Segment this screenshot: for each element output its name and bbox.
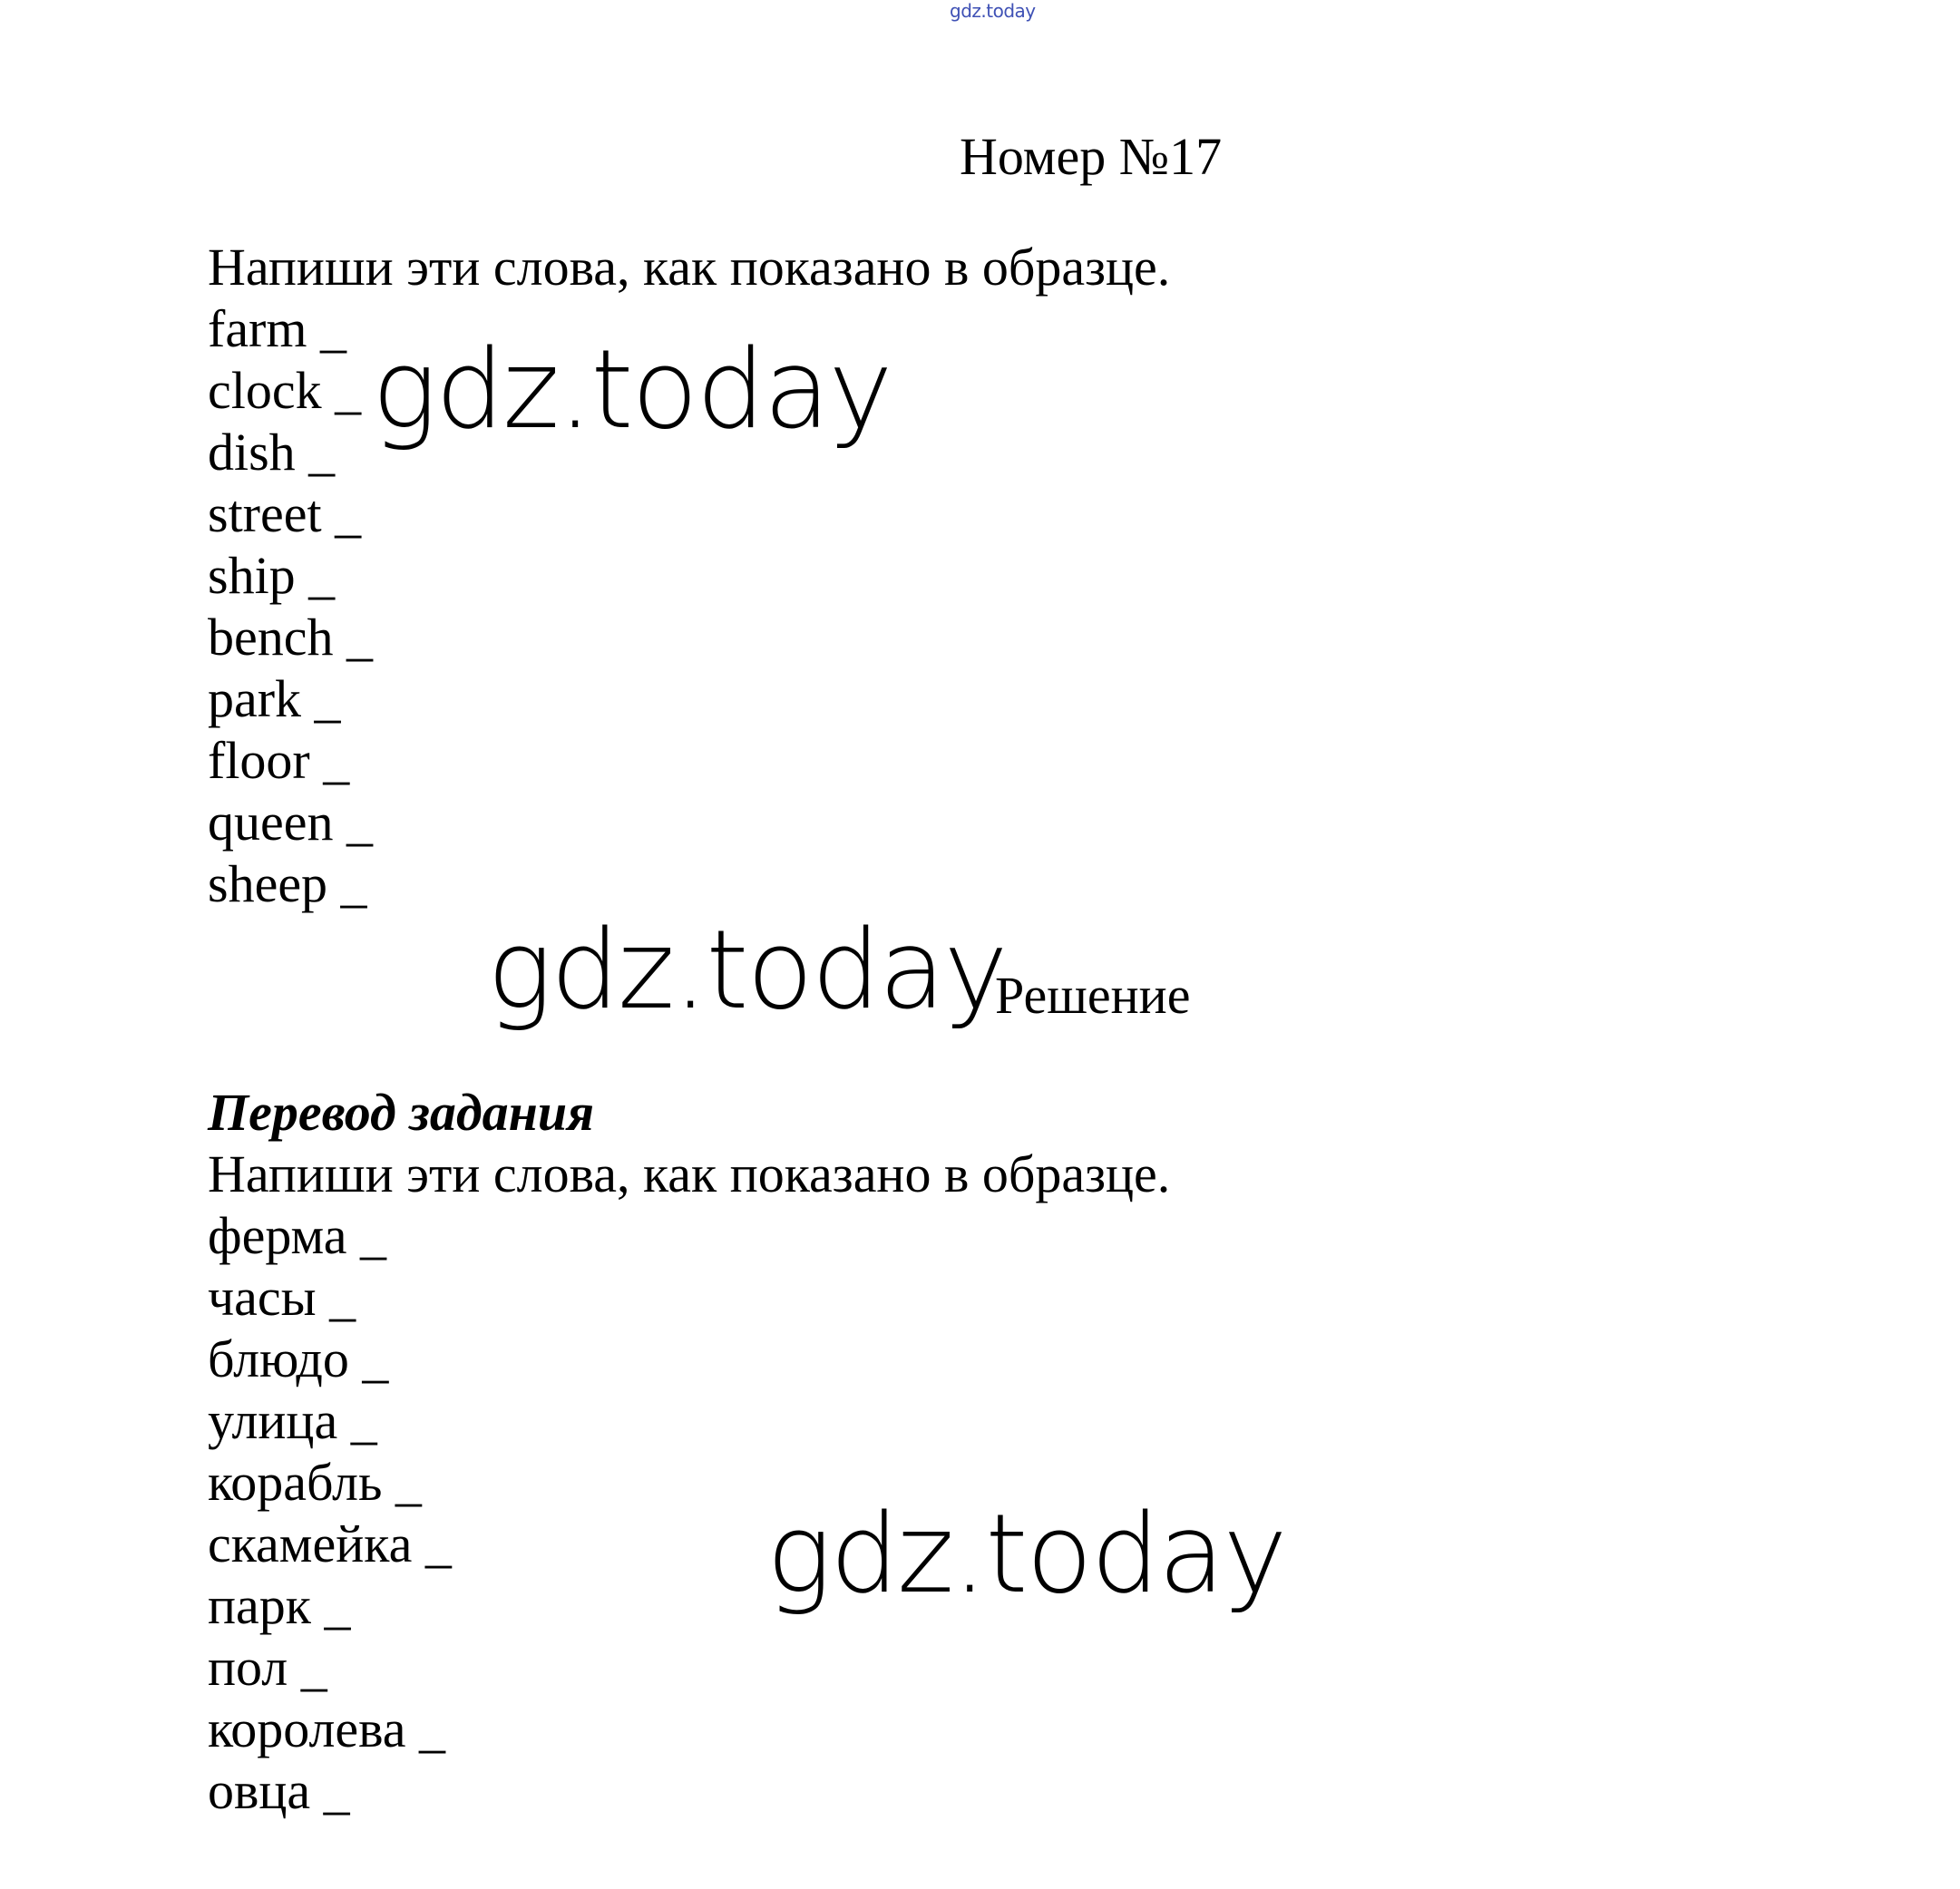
translation-word: королева _ [208, 1699, 446, 1758]
translation-word: блюдо _ [208, 1329, 389, 1388]
task-word: farm _ [208, 299, 346, 358]
task-word: clock _ [208, 361, 362, 420]
task-word: dish _ [208, 423, 336, 482]
watermark: gdz.today [372, 327, 892, 453]
translation-word: ферма _ [208, 1206, 386, 1265]
translation-word: улица _ [208, 1391, 377, 1450]
task-word: sheep _ [208, 854, 367, 913]
task-instruction: Напиши эти слова, как показано в образце. [208, 238, 1171, 297]
translation-instruction: Напиши эти слова, как показано в образце. [208, 1144, 1171, 1203]
task-word: ship _ [208, 546, 336, 605]
task-word: street _ [208, 484, 362, 543]
translation-word: скамейка _ [208, 1514, 452, 1573]
translation-block [208, 1082, 1170, 1822]
translation-word: овца _ [208, 1761, 350, 1820]
translation-word: часы _ [208, 1268, 356, 1327]
task-word: park _ [208, 669, 341, 728]
translation-word: корабль _ [208, 1453, 422, 1512]
translation-word: пол _ [208, 1638, 327, 1697]
header-watermark: gdz.today [950, 0, 1036, 22]
task-word: floor _ [208, 731, 350, 790]
watermark: gdz.today [766, 1492, 1286, 1618]
translation-word: парк _ [208, 1576, 351, 1635]
task-word: queen _ [208, 793, 373, 852]
task-word: bench _ [208, 608, 373, 667]
page-title: Номер №17 [960, 127, 1223, 186]
translation-heading: Перевод задания [208, 1083, 594, 1142]
watermark: gdz.today [487, 908, 1007, 1034]
solution-label: Решение [995, 966, 1191, 1025]
